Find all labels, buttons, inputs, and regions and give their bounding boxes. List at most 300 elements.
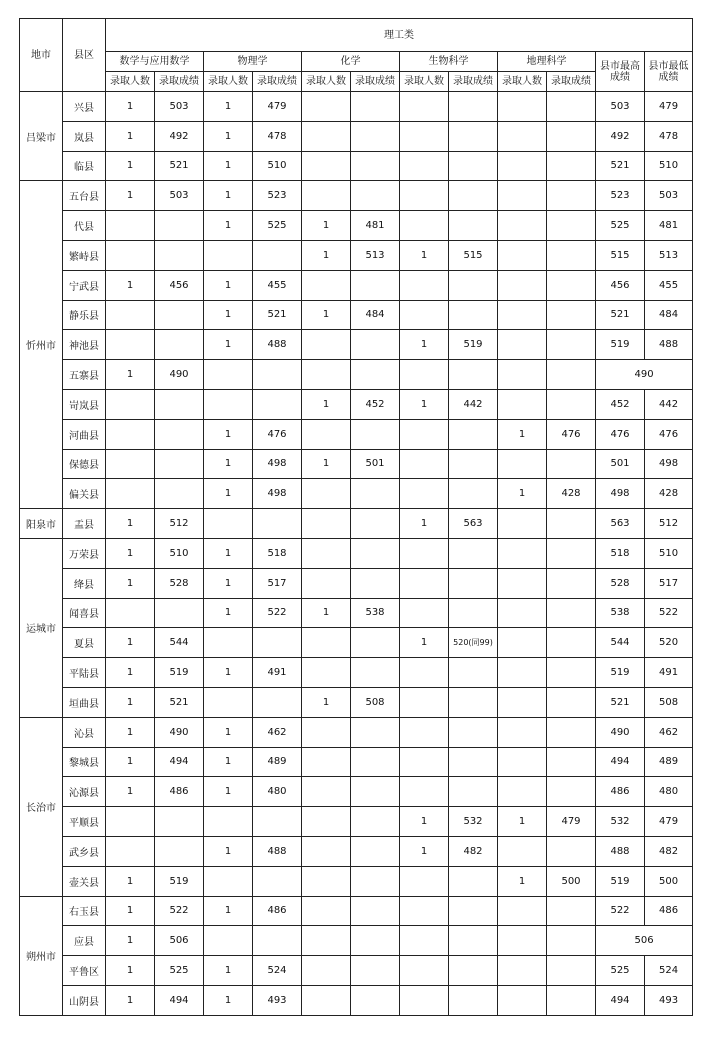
admit-count-cell: 1	[204, 300, 253, 330]
admit-score-cell: 478	[253, 121, 302, 151]
admit-score-cell	[547, 747, 596, 777]
min-score-cell: 478	[645, 121, 693, 151]
admit-count-cell	[204, 360, 253, 390]
admit-score-cell: 481	[351, 211, 400, 241]
admit-score-cell	[155, 449, 204, 479]
admit-count-cell	[400, 926, 449, 956]
admit-count-cell	[498, 92, 547, 122]
admit-count-cell	[498, 121, 547, 151]
min-score-cell: 428	[645, 479, 693, 509]
admit-count-cell	[400, 717, 449, 747]
max-score-cell: 518	[596, 538, 645, 568]
min-score-cell: 479	[645, 92, 693, 122]
max-score-cell: 523	[596, 181, 645, 211]
table-row	[20, 896, 693, 926]
min-score-cell: 503	[645, 181, 693, 211]
admit-count-cell: 1	[400, 807, 449, 837]
admit-score-cell: 523	[253, 181, 302, 211]
city-cell: 吕梁市	[20, 92, 63, 181]
min-score-cell: 522	[645, 598, 693, 628]
admit-score-cell: 525	[155, 956, 204, 986]
min-score-cell: 510	[645, 538, 693, 568]
admit-score-cell: 489	[253, 747, 302, 777]
admit-score-cell	[547, 360, 596, 390]
admit-score-cell	[547, 598, 596, 628]
admit-count-cell: 1	[106, 270, 155, 300]
admit-count-cell: 1	[204, 181, 253, 211]
max-score-cell: 503	[596, 92, 645, 122]
table-row	[20, 121, 693, 151]
admission-scores-table	[19, 18, 693, 1016]
max-score-cell: 525	[596, 211, 645, 241]
min-score-cell: 491	[645, 658, 693, 688]
admit-score-cell: 486	[155, 777, 204, 807]
admit-count-cell	[400, 300, 449, 330]
admit-count-cell: 1	[204, 985, 253, 1015]
admit-score-cell: 428	[547, 479, 596, 509]
admit-count-cell	[400, 151, 449, 181]
admit-count-cell	[106, 479, 155, 509]
admit-score-cell	[449, 568, 498, 598]
admit-score-cell	[449, 121, 498, 151]
admit-count-cell: 1	[204, 121, 253, 151]
table-row	[20, 449, 693, 479]
max-score-cell: 519	[596, 866, 645, 896]
admit-score-cell	[449, 479, 498, 509]
admit-count-cell	[302, 270, 351, 300]
county-cell: 宁武县	[63, 270, 106, 300]
admit-score-cell: 456	[155, 270, 204, 300]
admit-count-cell: 1	[204, 598, 253, 628]
admit-score-cell: 479	[253, 92, 302, 122]
table-row	[20, 956, 693, 986]
admit-score-cell	[351, 479, 400, 509]
admit-count-cell	[106, 419, 155, 449]
admit-score-cell: 521	[253, 300, 302, 330]
admit-count-cell	[498, 568, 547, 598]
admit-score-cell	[547, 270, 596, 300]
admit-count-cell	[498, 509, 547, 539]
admit-count-cell	[498, 598, 547, 628]
admit-score-cell	[253, 628, 302, 658]
header-admit-score: 录取成绩	[449, 72, 498, 92]
admit-count-cell	[204, 509, 253, 539]
admit-count-cell	[302, 807, 351, 837]
admit-score-cell	[253, 360, 302, 390]
admit-count-cell: 1	[106, 777, 155, 807]
admit-score-cell: 538	[351, 598, 400, 628]
admit-count-cell	[400, 658, 449, 688]
admit-count-cell: 1	[204, 92, 253, 122]
admit-score-cell	[351, 568, 400, 598]
county-cell: 代县	[63, 211, 106, 241]
county-cell: 平鲁区	[63, 956, 106, 986]
table-row	[20, 270, 693, 300]
admit-score-cell: 544	[155, 628, 204, 658]
max-score-cell: 532	[596, 807, 645, 837]
admit-count-cell	[204, 866, 253, 896]
admit-score-cell: 455	[253, 270, 302, 300]
admit-score-cell	[351, 181, 400, 211]
admit-score-cell	[547, 449, 596, 479]
admit-score-cell	[547, 985, 596, 1015]
county-cell: 临县	[63, 151, 106, 181]
admit-score-cell: 488	[253, 836, 302, 866]
admit-count-cell	[400, 568, 449, 598]
admit-score-cell: 512	[155, 509, 204, 539]
admit-count-cell	[498, 181, 547, 211]
min-score-cell: 476	[645, 419, 693, 449]
county-cell: 黎城县	[63, 747, 106, 777]
admit-score-cell	[253, 866, 302, 896]
county-cell: 静乐县	[63, 300, 106, 330]
admit-score-cell: 521	[155, 151, 204, 181]
table-row	[20, 985, 693, 1015]
table-row	[20, 211, 693, 241]
header-subject-chemistry: 化学	[302, 52, 400, 72]
table-row	[20, 926, 693, 956]
table-row	[20, 836, 693, 866]
admit-count-cell	[498, 360, 547, 390]
admit-score-cell: 513	[351, 240, 400, 270]
admit-score-cell	[449, 449, 498, 479]
min-score-cell: 455	[645, 270, 693, 300]
admit-score-cell	[449, 419, 498, 449]
city-cell: 运城市	[20, 538, 63, 717]
admit-score-cell	[351, 330, 400, 360]
admit-score-cell	[351, 658, 400, 688]
header-admit-count: 录取人数	[400, 72, 449, 92]
table-row	[20, 509, 693, 539]
admit-score-cell: 518	[253, 538, 302, 568]
admit-count-cell: 1	[204, 479, 253, 509]
admit-score-cell	[547, 896, 596, 926]
header-subject-physics: 物理学	[204, 52, 302, 72]
admit-count-cell	[302, 658, 351, 688]
merged-score-cell: 506	[596, 926, 693, 956]
admit-score-cell: 479	[547, 807, 596, 837]
admit-score-cell	[449, 866, 498, 896]
admit-score-cell: 452	[351, 389, 400, 419]
admit-score-cell: 519	[449, 330, 498, 360]
admit-count-cell	[204, 389, 253, 419]
admit-score-cell: 522	[253, 598, 302, 628]
admit-score-cell	[351, 866, 400, 896]
admit-score-cell	[547, 956, 596, 986]
max-score-cell: 492	[596, 121, 645, 151]
admit-count-cell: 1	[106, 360, 155, 390]
admit-score-cell	[253, 389, 302, 419]
admit-count-cell	[400, 92, 449, 122]
admit-score-cell: 519	[155, 658, 204, 688]
admit-score-cell: 488	[253, 330, 302, 360]
admit-score-cell: 498	[253, 479, 302, 509]
admit-score-cell	[547, 211, 596, 241]
admit-count-cell	[400, 866, 449, 896]
admit-count-cell	[302, 836, 351, 866]
admit-count-cell	[302, 896, 351, 926]
admit-count-cell	[498, 717, 547, 747]
max-score-cell: 490	[596, 717, 645, 747]
min-score-cell: 488	[645, 330, 693, 360]
admit-score-cell: 494	[155, 985, 204, 1015]
admit-score-cell: 515	[449, 240, 498, 270]
admit-count-cell	[302, 777, 351, 807]
admit-score-cell: 522	[155, 896, 204, 926]
min-score-cell: 480	[645, 777, 693, 807]
admit-count-cell: 1	[498, 419, 547, 449]
admit-count-cell	[498, 330, 547, 360]
county-cell: 壶关县	[63, 866, 106, 896]
admit-count-cell: 1	[400, 509, 449, 539]
admit-count-cell	[302, 956, 351, 986]
max-score-cell: 521	[596, 687, 645, 717]
admit-count-cell	[400, 985, 449, 1015]
max-score-cell: 519	[596, 330, 645, 360]
admit-count-cell	[302, 717, 351, 747]
admit-count-cell: 1	[106, 568, 155, 598]
admit-count-cell	[498, 211, 547, 241]
max-score-cell: 486	[596, 777, 645, 807]
admit-score-cell	[449, 687, 498, 717]
admit-count-cell	[106, 836, 155, 866]
admit-count-cell: 1	[302, 687, 351, 717]
max-score-cell: 515	[596, 240, 645, 270]
admit-score-cell: 490	[155, 717, 204, 747]
admit-score-cell: 503	[155, 181, 204, 211]
min-score-cell: 513	[645, 240, 693, 270]
admit-count-cell: 1	[106, 181, 155, 211]
admit-score-cell	[547, 628, 596, 658]
admit-count-cell	[498, 628, 547, 658]
table-row	[20, 658, 693, 688]
admit-count-cell	[204, 687, 253, 717]
admit-score-cell	[547, 717, 596, 747]
admit-count-cell: 1	[106, 747, 155, 777]
admit-count-cell	[302, 568, 351, 598]
min-score-cell: 482	[645, 836, 693, 866]
min-score-cell: 500	[645, 866, 693, 896]
admit-count-cell: 1	[106, 628, 155, 658]
admit-count-cell	[106, 211, 155, 241]
county-cell: 闻喜县	[63, 598, 106, 628]
admit-score-cell	[449, 777, 498, 807]
admit-count-cell	[498, 270, 547, 300]
admit-count-cell: 1	[400, 240, 449, 270]
header-county: 县区	[63, 19, 106, 92]
admission-table-container	[19, 18, 693, 1016]
admit-count-cell: 1	[106, 538, 155, 568]
admit-count-cell	[204, 628, 253, 658]
admit-count-cell: 1	[400, 836, 449, 866]
min-score-cell: 479	[645, 807, 693, 837]
admit-score-cell	[253, 926, 302, 956]
admit-count-cell	[498, 777, 547, 807]
admit-score-cell	[449, 896, 498, 926]
table-row	[20, 568, 693, 598]
county-cell: 保德县	[63, 449, 106, 479]
city-cell: 长治市	[20, 717, 63, 896]
admit-score-cell	[547, 330, 596, 360]
header-subject-math: 数学与应用数学	[106, 52, 204, 72]
admit-count-cell	[498, 985, 547, 1015]
admit-score-cell: 506	[155, 926, 204, 956]
admit-score-cell	[351, 747, 400, 777]
table-row	[20, 92, 693, 122]
admit-count-cell	[302, 151, 351, 181]
admit-score-cell	[547, 389, 596, 419]
table-row	[20, 538, 693, 568]
admit-count-cell	[400, 598, 449, 628]
admit-count-cell: 1	[106, 956, 155, 986]
max-score-cell: 544	[596, 628, 645, 658]
admit-score-cell	[449, 658, 498, 688]
admit-count-cell	[498, 926, 547, 956]
min-score-cell: 484	[645, 300, 693, 330]
county-cell: 沁县	[63, 717, 106, 747]
max-score-cell: 456	[596, 270, 645, 300]
admit-count-cell: 1	[204, 568, 253, 598]
admit-score-cell	[351, 419, 400, 449]
admit-score-cell	[449, 985, 498, 1015]
table-row	[20, 360, 693, 390]
header-admit-score: 录取成绩	[155, 72, 204, 92]
county-cell: 岢岚县	[63, 389, 106, 419]
county-cell: 平陆县	[63, 658, 106, 688]
admit-count-cell: 1	[106, 985, 155, 1015]
admit-score-cell	[351, 926, 400, 956]
admit-score-cell: 492	[155, 121, 204, 151]
admit-count-cell	[498, 658, 547, 688]
admit-score-cell	[449, 598, 498, 628]
county-cell: 偏关县	[63, 479, 106, 509]
admit-count-cell	[302, 538, 351, 568]
admit-count-cell: 1	[204, 956, 253, 986]
admit-count-cell	[106, 240, 155, 270]
admit-score-cell: 563	[449, 509, 498, 539]
admit-score-cell: 442	[449, 389, 498, 419]
admit-count-cell: 1	[106, 926, 155, 956]
admit-count-cell	[302, 985, 351, 1015]
admit-score-cell	[155, 211, 204, 241]
admit-count-cell	[498, 956, 547, 986]
admit-score-cell: 494	[155, 747, 204, 777]
table-row	[20, 687, 693, 717]
admit-score-cell	[351, 628, 400, 658]
admit-count-cell	[400, 479, 449, 509]
admit-count-cell: 1	[400, 628, 449, 658]
max-score-cell: 488	[596, 836, 645, 866]
admit-score-cell	[547, 538, 596, 568]
admit-score-cell	[547, 568, 596, 598]
admit-score-cell	[253, 240, 302, 270]
admit-count-cell: 1	[302, 211, 351, 241]
admit-score-cell	[547, 687, 596, 717]
header-admit-score: 录取成绩	[547, 72, 596, 92]
max-score-cell: 521	[596, 300, 645, 330]
admit-count-cell: 1	[106, 687, 155, 717]
county-cell: 绛县	[63, 568, 106, 598]
min-score-cell: 512	[645, 509, 693, 539]
admit-score-cell	[547, 181, 596, 211]
admit-count-cell	[400, 360, 449, 390]
table-row	[20, 628, 693, 658]
admit-count-cell: 1	[204, 151, 253, 181]
admit-count-cell	[498, 836, 547, 866]
table-row	[20, 717, 693, 747]
county-cell: 河曲县	[63, 419, 106, 449]
admit-count-cell: 1	[106, 658, 155, 688]
admit-count-cell: 1	[498, 807, 547, 837]
table-body	[20, 92, 693, 1016]
admit-score-cell	[351, 807, 400, 837]
admit-score-cell	[351, 956, 400, 986]
max-score-cell: 498	[596, 479, 645, 509]
admit-score-cell: 520(同99)	[449, 628, 498, 658]
min-score-cell: 498	[645, 449, 693, 479]
admit-score-cell: 486	[253, 896, 302, 926]
header-subject-biology: 生物科学	[400, 52, 498, 72]
admit-score-cell: 517	[253, 568, 302, 598]
table-row	[20, 151, 693, 181]
admit-count-cell: 1	[302, 598, 351, 628]
admit-count-cell	[302, 479, 351, 509]
admit-score-cell: 491	[253, 658, 302, 688]
county-cell: 应县	[63, 926, 106, 956]
admit-count-cell	[302, 628, 351, 658]
admit-score-cell: 501	[351, 449, 400, 479]
admit-count-cell: 1	[400, 389, 449, 419]
admit-count-cell	[400, 449, 449, 479]
admit-count-cell	[400, 270, 449, 300]
admit-score-cell: 524	[253, 956, 302, 986]
admit-score-cell	[253, 687, 302, 717]
admit-count-cell: 1	[106, 509, 155, 539]
admit-score-cell	[547, 658, 596, 688]
admit-count-cell: 1	[498, 866, 547, 896]
admit-score-cell: 519	[155, 866, 204, 896]
admit-score-cell: 500	[547, 866, 596, 896]
admit-count-cell	[400, 687, 449, 717]
admit-count-cell: 1	[106, 896, 155, 926]
admit-score-cell	[449, 360, 498, 390]
header-admit-score: 录取成绩	[253, 72, 302, 92]
admit-count-cell	[302, 747, 351, 777]
table-row	[20, 240, 693, 270]
admit-count-cell	[400, 121, 449, 151]
admit-score-cell	[351, 538, 400, 568]
county-cell: 岚县	[63, 121, 106, 151]
admit-score-cell	[449, 926, 498, 956]
admit-score-cell	[351, 151, 400, 181]
admit-count-cell: 1	[204, 747, 253, 777]
admit-count-cell: 1	[498, 479, 547, 509]
header-min-score: 县市最低成绩	[645, 52, 693, 92]
admit-count-cell	[302, 866, 351, 896]
admit-count-cell	[400, 181, 449, 211]
admit-count-cell	[302, 926, 351, 956]
admit-score-cell: 484	[351, 300, 400, 330]
county-cell: 右玉县	[63, 896, 106, 926]
admit-count-cell: 1	[106, 92, 155, 122]
county-cell: 武乡县	[63, 836, 106, 866]
admit-score-cell	[351, 509, 400, 539]
admit-score-cell	[155, 419, 204, 449]
admit-count-cell	[302, 330, 351, 360]
admit-score-cell: 476	[547, 419, 596, 449]
table-row	[20, 419, 693, 449]
admit-score-cell: 532	[449, 807, 498, 837]
